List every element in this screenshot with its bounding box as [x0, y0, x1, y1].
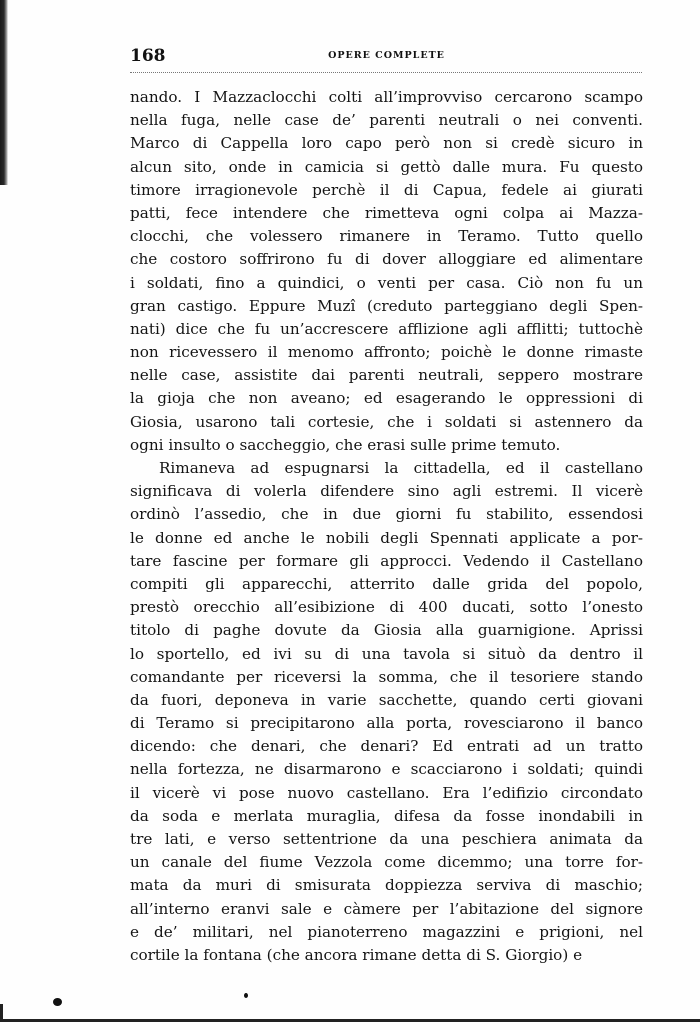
text-line: ordinò l’assedio, che in due giorni fu stabilito, essendosi	[130, 505, 643, 524]
text-line: clocchi, che volessero rimanere in Teramo. Tutto quello	[130, 227, 643, 246]
ink-spot	[53, 998, 62, 1006]
page-header	[130, 46, 643, 74]
text-line: nelle case, assistite dai parenti neutrali, seppero mostrare	[130, 366, 643, 385]
page-number: 168	[130, 46, 166, 66]
text-line: tare fascine per formare gli approcci. Vedendo il Castellano	[130, 551, 643, 570]
text-line: nella fuga, nelle case de’ parenti neutrali o nei conventi.	[130, 111, 643, 130]
text-line: cortile la fontana (che ancora rimane detta di S. Giorgio) e	[130, 945, 583, 964]
paragraph	[130, 457, 643, 967]
text-line: Rimaneva ad espugnarsi la cittadella, ed il castellano	[159, 459, 643, 477]
text-line: Marco di Cappella loro capo però non si credè sicuro in	[130, 134, 643, 153]
text-line: che costoro soffrirono fu di dover alloggiare ed alimentare	[130, 250, 643, 269]
text-line: prestò orecchio all’esibizione di 400 ducati, sotto l’onesto	[130, 598, 643, 617]
binding-shadow	[0, 0, 8, 185]
text-line: un canale del fiume Vezzola come dicemmo; una torre for-	[130, 853, 643, 872]
text-line: di Teramo si precipitarono alla porta, rovesciarono il banco	[130, 714, 643, 733]
text-line: i soldati, fino a quindici, o venti per casa. Ciò non fu un	[130, 273, 643, 292]
text-line: le donne ed anche le nobili degli Spennati applicate a por-	[130, 528, 643, 547]
text-line: la gioja che non aveano; ed esagerando le oppressioni di	[130, 389, 643, 408]
text-line: e de’ militari, nel pianoterreno magazzini e prigioni, nel	[130, 922, 643, 941]
text-line: lo sportello, ed ivi su di una tavola si situò da dentro il	[130, 644, 643, 663]
page-corner-edge	[0, 1004, 3, 1022]
text-line: mata da muri di smisurata doppiezza serviva di maschio;	[130, 876, 643, 895]
header-rule	[130, 72, 642, 73]
text-line: non ricevessero il menomo affronto; poichè le donne rimaste	[130, 343, 643, 362]
text-line: il vicerè vi pose nuovo castellano. Era l’edifizio circondato	[130, 783, 643, 802]
text-line: da soda e merlata muraglia, difesa da fosse inondabili in	[130, 806, 643, 825]
text-line: timore irragionevole perchè il di Capua, fedele ai giurati	[130, 180, 643, 199]
text-line: gran castigo. Eppure Muzî (creduto parteggiano degli Spen-	[130, 296, 643, 315]
text-line: tre lati, e verso settentrione da una peschiera animata da	[130, 830, 643, 848]
text-line: comandante per riceversi la somma, che il tesoriere stando	[130, 667, 643, 686]
text-line: nella fortezza, ne disarmarono e scacciarono i soldati; quindi	[130, 760, 643, 779]
ink-speck	[244, 993, 248, 998]
text-line: da fuori, deponeva in varie sacchette, quando certi giovani	[130, 690, 643, 709]
text-line: alcun sito, onde in camicia si gettò dalle mura. Fu questo	[130, 157, 643, 176]
text-line: patti, fece intendere che rimetteva ogni colpa ai Mazza-	[130, 203, 643, 222]
text-line: nando. I Mazzaclocchi colti all’improvviso cercarono scampo	[130, 88, 643, 106]
text-line: significava di volerla difendere sino agli estremi. Il vicerè	[130, 482, 643, 501]
text-line: Giosia, usarono tali cortesie, che i soldati si astennero da	[130, 412, 643, 431]
running-head: OPERE COMPLETE	[328, 50, 445, 61]
text-line: all’interno eranvi sale e càmere per l’abitazione del signore	[130, 899, 643, 918]
text-line: dicendo: che denari, che denari? Ed entrati ad un tratto	[130, 737, 643, 756]
paragraph	[130, 86, 643, 457]
body-text	[130, 86, 643, 967]
text-line: compiti gli apparecchi, atterrito dalle grida del popolo,	[130, 574, 643, 593]
text-line: titolo di paghe dovute da Giosia alla guarnigione. Aprissi	[130, 621, 643, 640]
text-line: nati) dice che fu un’accrescere afflizione agli afflitti; tuttochè	[130, 319, 643, 338]
text-line: ogni insulto o saccheggio, che erasi sulle prime temuto.	[130, 435, 561, 454]
